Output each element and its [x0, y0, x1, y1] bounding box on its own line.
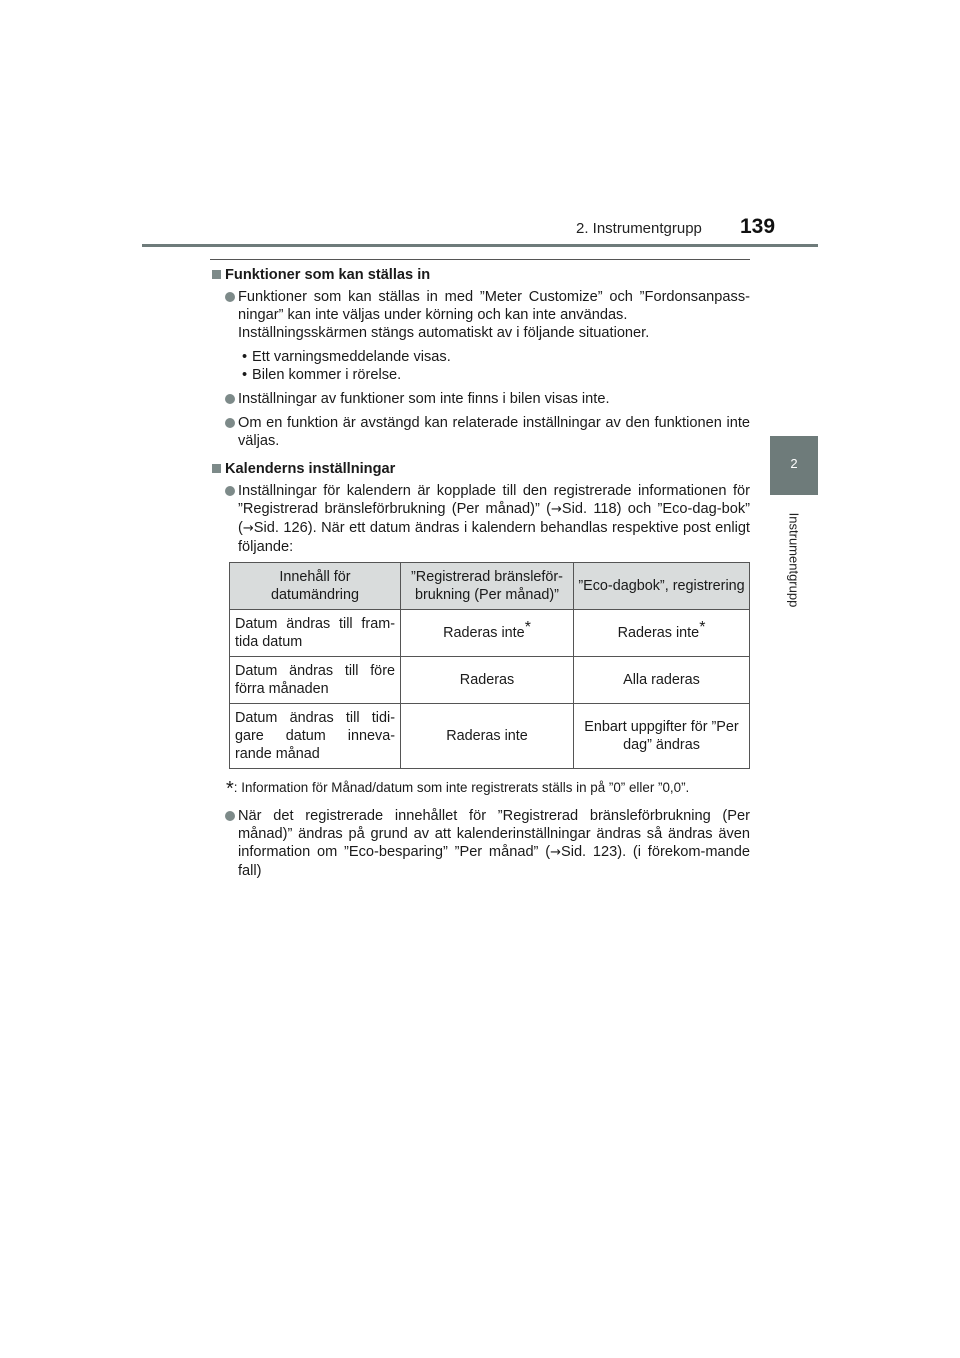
table-header-row: [230, 563, 750, 610]
table-header-cell: ”Eco-dagbok”, registrering: [574, 563, 750, 610]
page-number: 139: [740, 215, 776, 238]
page-reference-link[interactable]: Sid. 126: [253, 520, 308, 536]
header-rule: [142, 244, 818, 247]
arrow-right-icon: →: [242, 521, 254, 536]
page-content: [212, 266, 750, 886]
table-header-cell: ”Registrerad bränsleför-brukning (Per månad)”: [401, 563, 574, 610]
bullet-item: Funktioner som kan ställas in med ”Meter Customize” och ”Fordonsanpass-ningar” kan inte väljas under körning och kan inte användas. Inställningsskärmen stängs automatiskt av i följande situationer.: [212, 288, 750, 342]
sub-list-item: • Ett varningsmeddelande visas.: [242, 349, 451, 365]
table-cell: Enbart uppgifter för ”Per dag” ändras: [574, 704, 750, 769]
round-bullet-icon: [225, 292, 235, 302]
square-bullet-icon: [212, 464, 221, 473]
table-row: [230, 610, 750, 657]
table-cell: Raderas inte: [401, 704, 574, 769]
round-bullet-icon: [225, 418, 235, 428]
table-cell: Datum ändras till fram-tida datum: [230, 610, 401, 657]
bullet-item: Inställningar av funktioner som inte finns i bilen visas inte.: [212, 390, 750, 408]
footnote-marker: *: [524, 619, 531, 636]
sub-list-item: • Bilen kommer i rörelse.: [242, 367, 402, 383]
chapter-tab-number: 2: [790, 456, 798, 471]
bullet-item: Inställningar för kalendern är kopplade till den registrerade informationen för ”Registrerad bränsleförbrukning (Per månad)” (→Sid. 118) och ”Eco-dag-bok” (→Sid. 126). När ett datum ändras i kalendern behandlas respektive post enligt följande:: [212, 482, 750, 556]
arrow-right-icon: →: [550, 845, 561, 860]
table-cell: Raderas: [401, 657, 574, 704]
footnote-marker: *: [699, 619, 706, 636]
table-cell: Alla raderas: [574, 657, 750, 704]
table-row: [230, 657, 750, 704]
calendar-settings-table: [229, 562, 750, 769]
chapter-tab: [770, 436, 818, 495]
square-bullet-icon: [212, 270, 221, 279]
section-title-kalender: Kalenderns inställningar: [212, 460, 750, 478]
page-reference-link[interactable]: Sid. 123: [560, 844, 618, 860]
table-cell: Datum ändras till före förra månaden: [230, 657, 401, 704]
table-header-cell: Innehåll för datumändring: [230, 563, 401, 610]
chapter-title: 2. Instrumentgrupp: [576, 220, 702, 237]
round-bullet-icon: [225, 394, 235, 404]
footnote-marker: *: [226, 778, 234, 800]
arrow-right-icon: →: [551, 502, 562, 517]
table-footnote: *: Information för Månad/datum som inte registrerats ställs in på ”0” eller ”0,0”.: [226, 778, 690, 800]
table-row: [230, 704, 750, 769]
content-rule: [210, 259, 750, 260]
chapter-side-label: Instrumentgrupp: [786, 512, 802, 608]
bullet-item: Om en funktion är avstängd kan relaterade inställningar av den funktionen inte väljas.: [212, 414, 750, 450]
table-cell: Raderas inte*: [574, 610, 750, 657]
bullet-item: När det registrerade innehållet för ”Registrerad bränsleförbrukning (Per månad)” ändras på grund av att kalenderinställningar ändras så ändras även information om ”Eco-besparing” ”Per månad” (→Sid. 123). (i förekom-mande fall): [212, 807, 750, 880]
round-bullet-icon: [225, 486, 235, 496]
section-title-funktioner: Funktioner som kan ställas in: [212, 266, 750, 284]
small-bullet-icon: •: [242, 349, 248, 365]
round-bullet-icon: [225, 811, 235, 821]
small-bullet-icon: •: [242, 367, 248, 383]
table-cell: Raderas inte*: [401, 610, 574, 657]
page-reference-link[interactable]: Sid. 118: [561, 501, 617, 517]
table-cell: Datum ändras till tidi-gare datum inneva-rande månad: [230, 704, 401, 769]
